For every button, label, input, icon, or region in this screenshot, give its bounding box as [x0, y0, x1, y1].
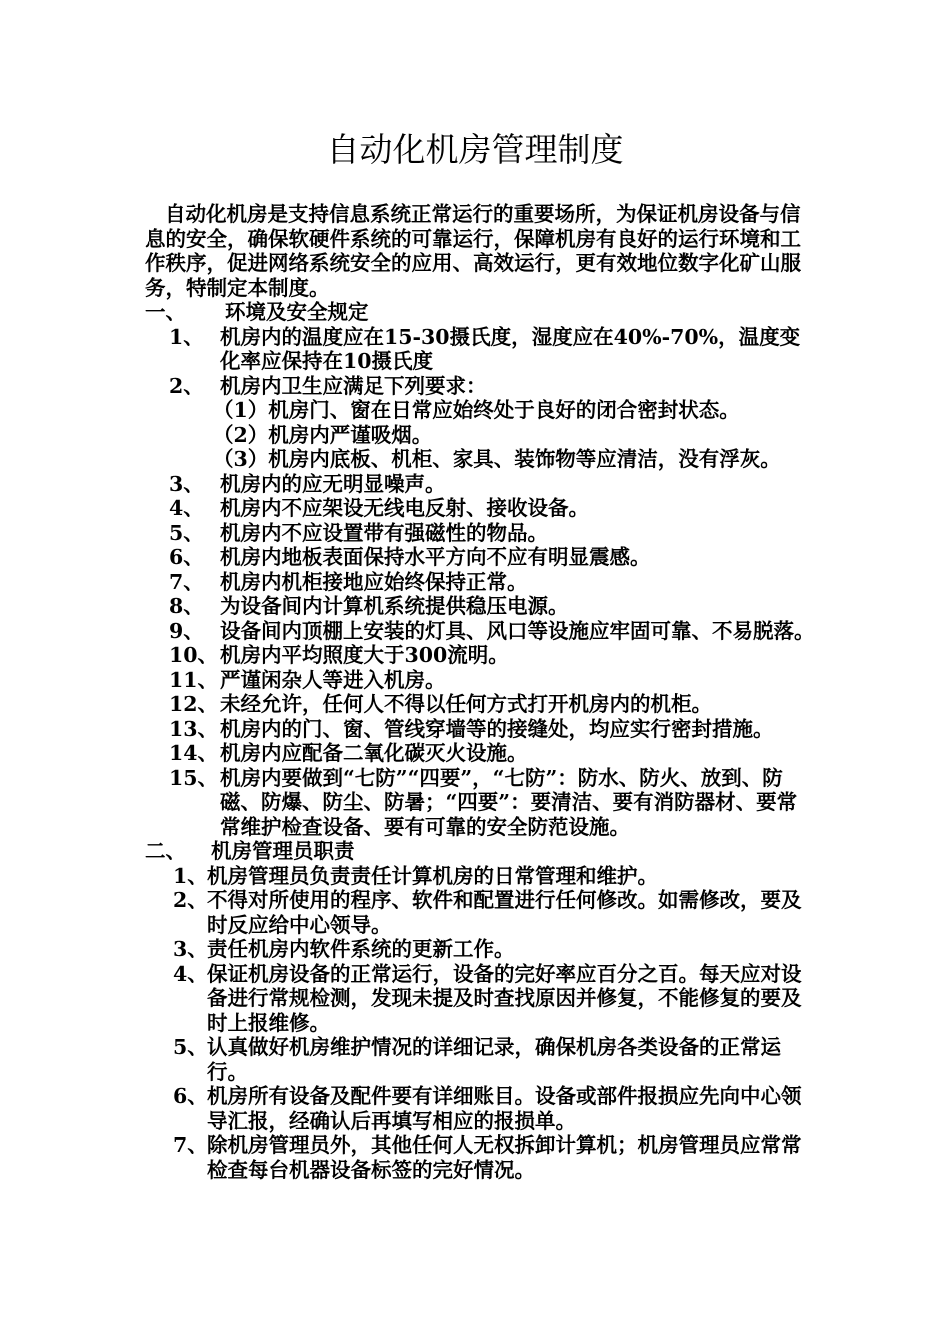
item-number: 2、: [173, 888, 208, 912]
list-item: [145, 962, 815, 1036]
item-text: 机房内的门、窗、管线穿墙等的接缝处，均应实行密封措施。: [220, 716, 774, 741]
item-number: 4、: [173, 961, 208, 986]
item-number: 3、: [169, 471, 204, 496]
item-text: 严谨闲杂人等进入机房。: [220, 667, 446, 692]
list-item: [145, 619, 815, 644]
item-number: 12、: [169, 692, 219, 716]
list-item: [145, 472, 815, 497]
list-item: [145, 888, 815, 937]
item-number: 11、: [169, 667, 219, 692]
list-item: [145, 766, 815, 840]
item-text: 机房内平均照度大于300流明。: [220, 643, 509, 667]
item-number: 1、: [169, 324, 204, 349]
item-number: 9、: [169, 618, 204, 643]
sub-item: （3）机房内底板、机柜、家具、装饰物等应清洁，没有浮灰。: [213, 447, 781, 471]
section-number: 二、: [145, 839, 186, 863]
item-number: 7、: [173, 1133, 208, 1157]
item-text: 机房内地板表面保持水平方向不应有明显震感。: [220, 545, 651, 569]
item-number: 2、: [169, 373, 204, 398]
item-text: 机房内应配备二氧化碳灭火设施。: [220, 741, 528, 765]
list-item: [145, 864, 815, 889]
sub-item: （1）机房门、窗在日常应始终处于良好的闭合密封状态。: [213, 398, 740, 422]
list-item: [145, 1133, 815, 1182]
section-title: 环境及安全规定: [225, 300, 369, 324]
list-item: [145, 594, 815, 619]
item-number: 6、: [169, 545, 204, 569]
item-text: 机房内不应设置带有强磁性的物品。: [220, 520, 548, 545]
section-title: 机房管理员职责: [211, 839, 355, 863]
list-item: [145, 1084, 815, 1133]
item-text: 机房内要做到“七防”“四要”，“七防”：防水、防火、放到、防磁、防爆、防尘、防暑；“四要”：要清洁、要有消防器材、要常常维护检查设备、要有可靠的安全防范设施。: [220, 765, 798, 839]
intro-paragraph: 自动化机房是支持信息系统正常运行的重要场所，为保证机房设备与信息的安全，确保软硬件系统的可靠运行，保障机房有良好的运行环境和工作秩序，促进网络系统安全的应用、高效运行，更有效地位数字化矿山服务，特制定本制度。: [145, 202, 801, 300]
item-text: 机房内不应架设无线电反射、接收设备。: [220, 496, 589, 520]
list-item: [145, 496, 815, 521]
item-text: 机房所有设备及配件要有详细账目。设备或部件报损应先向中心领导汇报，经确认后再填写相应的报损单。: [207, 1084, 802, 1133]
item-number: 5、: [169, 520, 204, 545]
sub-item: （2）机房内严谨吸烟。: [213, 422, 433, 447]
document-body: [145, 202, 815, 1182]
item-text: 除机房管理员外，其他任何人无权拆卸计算机；机房管理员应常常检查每台机器设备标签的完好情况。: [207, 1133, 802, 1182]
list-item: [145, 741, 815, 766]
item-text: 责任机房内软件系统的更新工作。: [207, 937, 515, 961]
item-number: 7、: [169, 569, 204, 594]
item-text: 设备间内顶棚上安装的灯具、风口等设施应牢固可靠、不易脱落。: [220, 618, 815, 643]
item-text: 未经允许，任何人不得以任何方式打开机房内的机柜。: [220, 692, 712, 716]
list-item: [145, 521, 815, 546]
list-item: [145, 717, 815, 742]
item-number: 5、: [173, 1035, 208, 1059]
item-number: 3、: [173, 937, 208, 961]
list-item: [145, 1035, 815, 1084]
list-item: [145, 545, 815, 570]
item-text: 机房内的温度应在15-30摄氏度，湿度应在40%-70%，温度变化率应保持在10摄氏度: [220, 324, 801, 373]
item-text: 机房内机柜接地应始终保持正常。: [220, 569, 528, 594]
list-item: [145, 668, 815, 693]
item-text: 机房内的应无明显噪声。: [220, 471, 446, 496]
list-item: [145, 643, 815, 668]
item-text: 为设备间内计算机系统提供稳压电源。: [220, 594, 569, 618]
list-item: [145, 374, 815, 399]
item-text: 不得对所使用的程序、软件和配置进行任何修改。如需修改，要及时反应给中心领导。: [207, 888, 802, 937]
item-number: 8、: [169, 594, 204, 618]
item-number: 4、: [169, 496, 204, 520]
item-text: 机房管理员负责责任计算机房的日常管理和维护。: [207, 863, 658, 888]
item-number: 6、: [173, 1084, 208, 1108]
item-text: 认真做好机房维护情况的详细记录，确保机房各类设备的正常运行。: [207, 1035, 781, 1084]
document-title: 自动化机房管理制度: [326, 130, 624, 169]
item-text: 机房内卫生应满足下列要求：: [220, 373, 487, 398]
item-number: 1、: [173, 863, 208, 888]
list-item: [145, 937, 815, 962]
section-heading: [145, 839, 815, 864]
item-number: 14、: [169, 741, 219, 765]
item-number: 13、: [169, 716, 219, 741]
list-item: [145, 325, 815, 374]
section-number: 一、: [145, 300, 186, 324]
list-item: [145, 570, 815, 595]
item-number: 10、: [169, 643, 219, 667]
list-item: [145, 692, 815, 717]
item-text: 保证机房设备的正常运行，设备的完好率应百分之百。每天应对设备进行常规检测，发现未提及时查找原因并修复，不能修复的要及时上报维修。: [207, 961, 802, 1035]
section-heading: [145, 300, 815, 325]
item-number: 15、: [169, 765, 219, 790]
